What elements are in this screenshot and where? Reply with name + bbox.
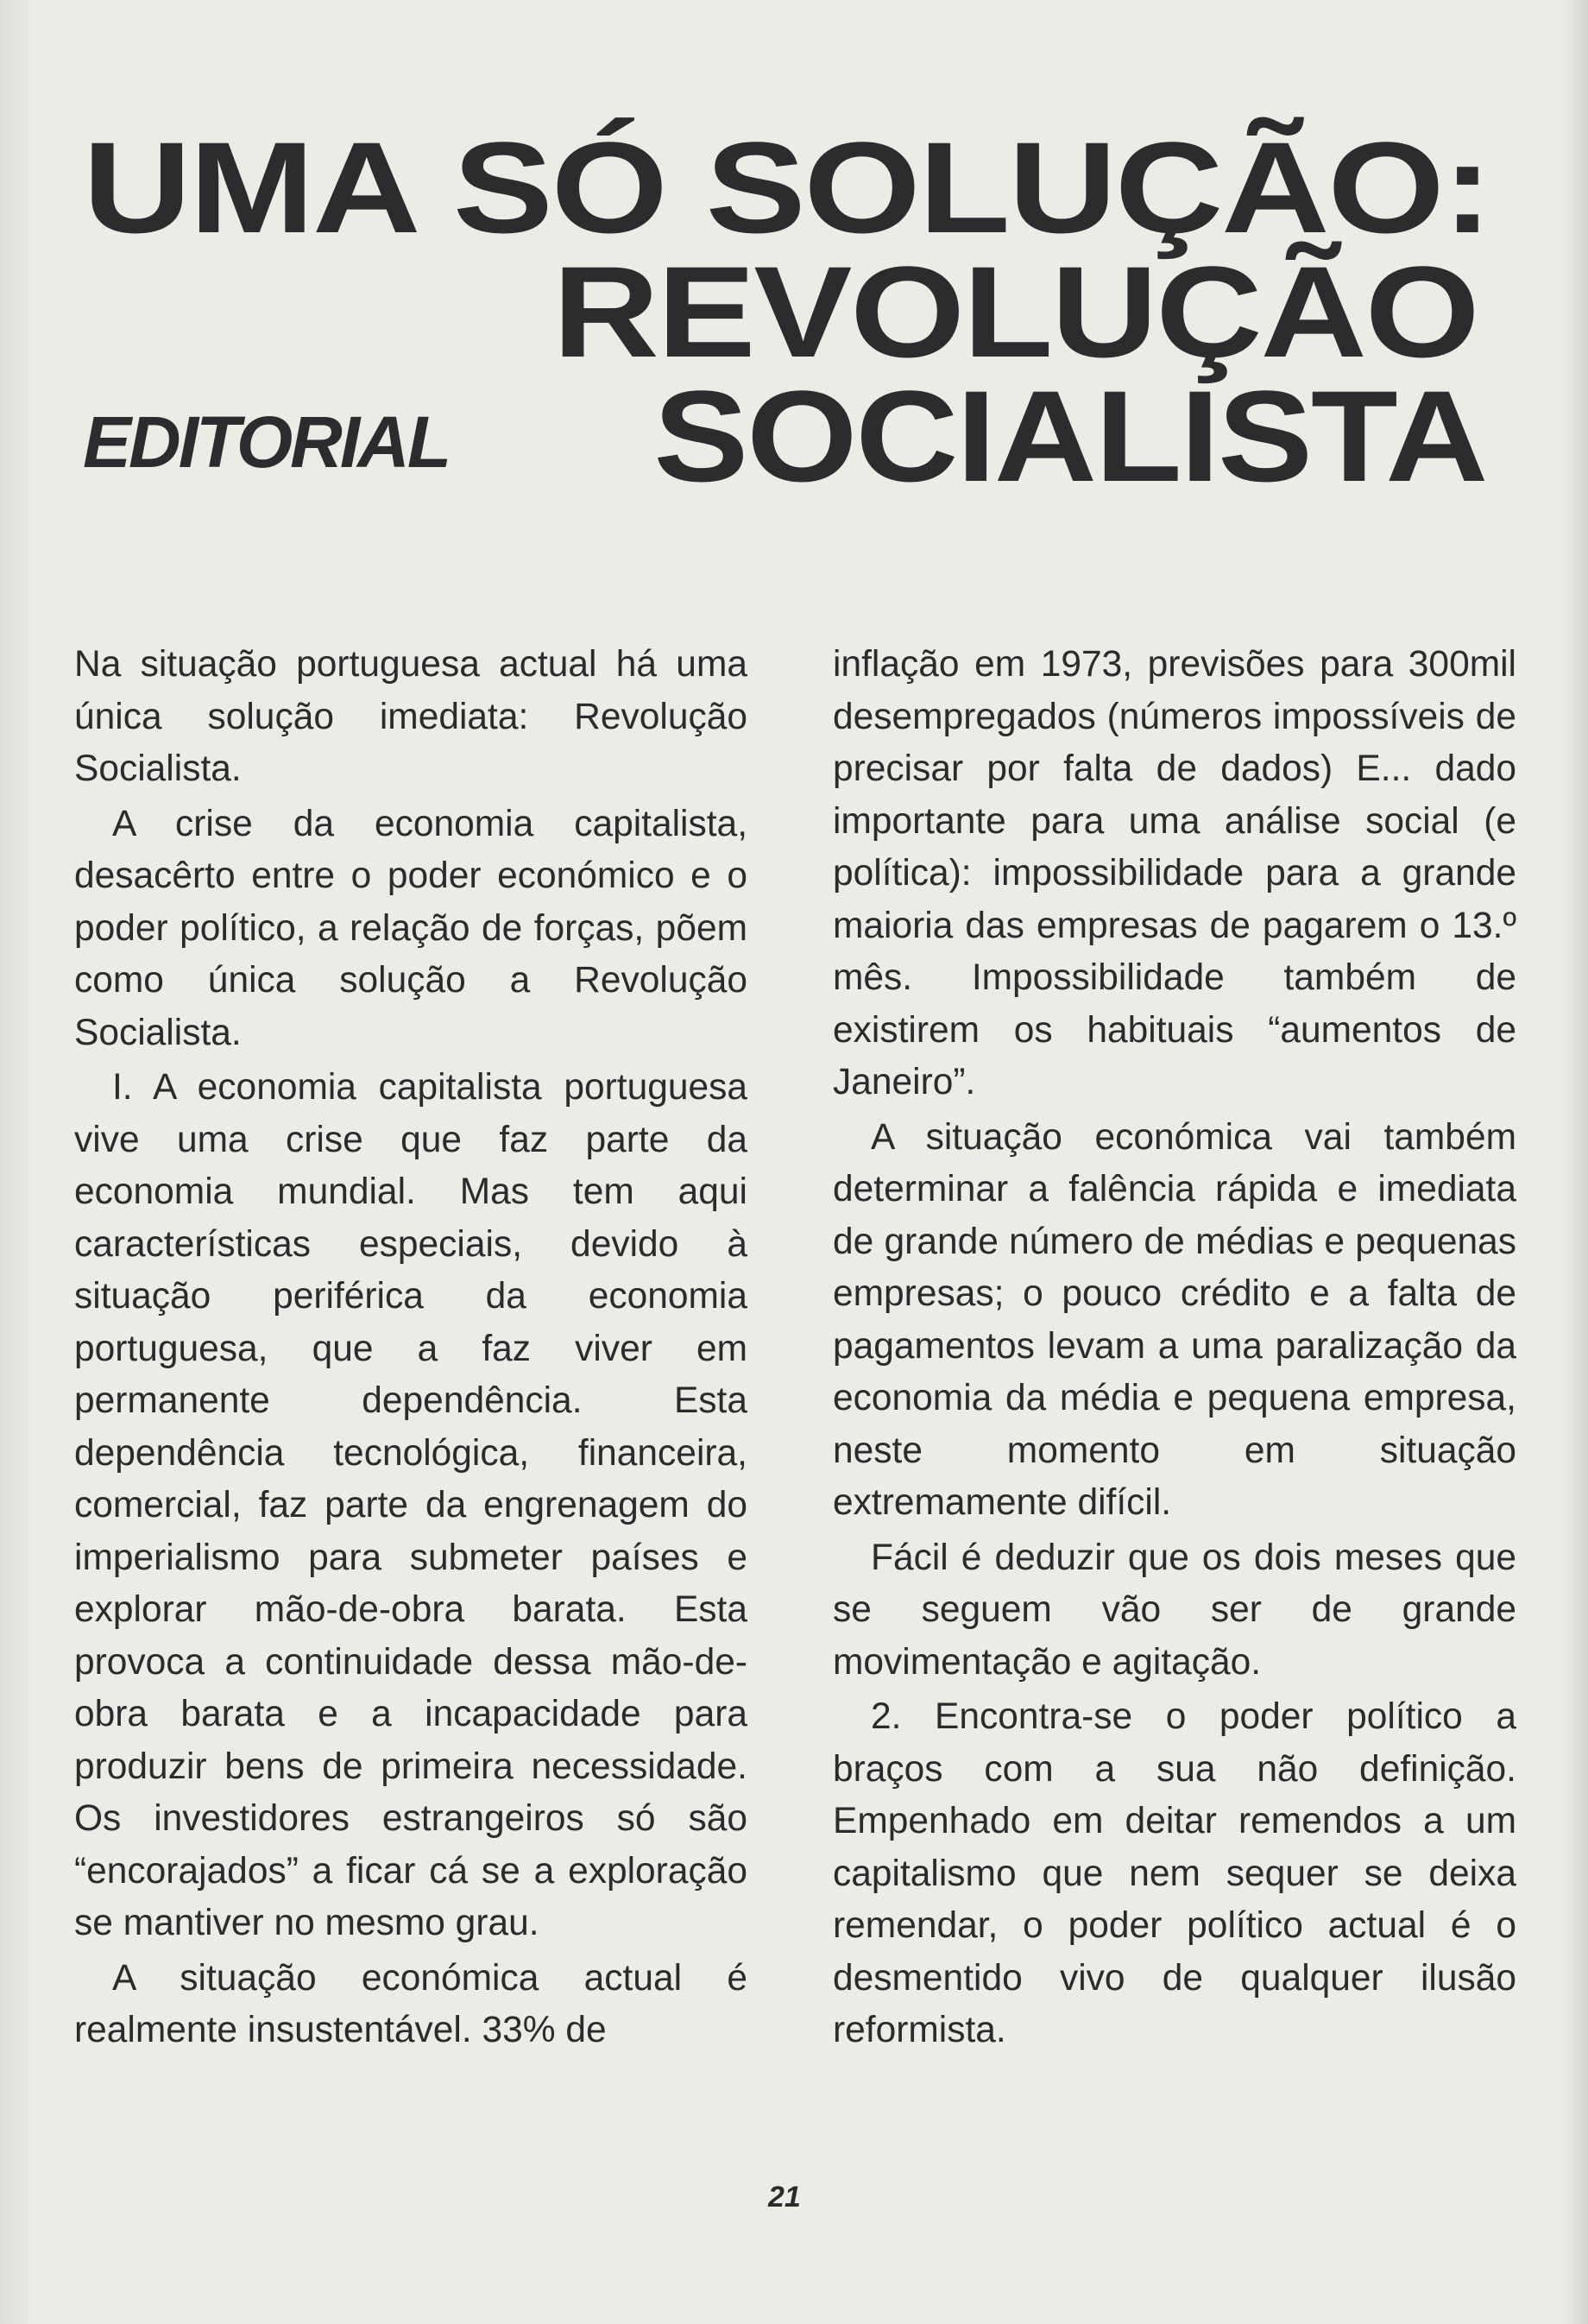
article-column-right	[833, 639, 1516, 2060]
article-column-left	[74, 639, 747, 2060]
paragraph: Na situação portuguesa actual há uma única solução imediata: Revolução Socialista.	[74, 644, 747, 789]
headline-line-2: REVOLUÇÃO	[551, 239, 1478, 384]
paragraph: I. A economia capitalista portuguesa vive uma crise que faz parte da economia mundial. Mas tem aqui características especiais, devido à situação periférica da economia portuguesa, que a faz viver em permanente dependência. Esta dependência tecnológica, financeira, comercial, faz parte da engrenagem do imperialismo para submeter países e explorar mão-de-obra barata. Esta provoca a continuidade dessa mão-de-obra barata e a incapacidade para produzir bens de primeira necessidade. Os investidores estrangeiros só são “encorajados” a ficar cá se a exploração se mantiver no mesmo grau.	[74, 1067, 747, 1943]
section-label-editorial: EDITORIAL	[83, 401, 450, 483]
paragraph: A situação económica vai também determinar a falência rápida e imediata de grande número de médias e pequenas empresas; o pouco crédito e a falta de pagamentos levam a uma paralização da economia da média e pequena empresa, neste momento em situação extremamente difícil.	[833, 1116, 1516, 1523]
headline-line-3: SOCIALISTA	[653, 363, 1486, 508]
page-number: 21	[768, 2181, 801, 2213]
paragraph: A situação económica actual é realmente insustentável. 33% de	[74, 1957, 747, 2050]
paragraph: inflação em 1973, previsões para 300mil desempregados (números impossíveis de precisar por falta de dados) E... dado importante para uma análise social (e política): impossibilidade para a grande maioria das empresas de pagarem o 13.º mês. Impossibilidade também de existirem os habituais “aumentos de Janeiro”.	[833, 644, 1516, 1102]
paragraph: Fácil é deduzir que os dois meses que se seguem vão ser de grande movimentação e agitação.	[833, 1537, 1516, 1683]
headline-line-1: UMA SÓ SOLUÇÃO:	[83, 115, 1491, 260]
paragraph: A crise da economia capitalista, desacêrto entre o poder económico e o poder político, a relação de forças, põem como única solução a Revolução Socialista.	[74, 803, 747, 1053]
paragraph: 2. Encontra-se o poder político a braços com a sua não definição. Empenhado em deitar remendos a um capitalismo que nem sequer se deixa remendar, o poder político actual é o desmentido vivo de qualquer ilusão reformista.	[833, 1696, 1516, 2050]
